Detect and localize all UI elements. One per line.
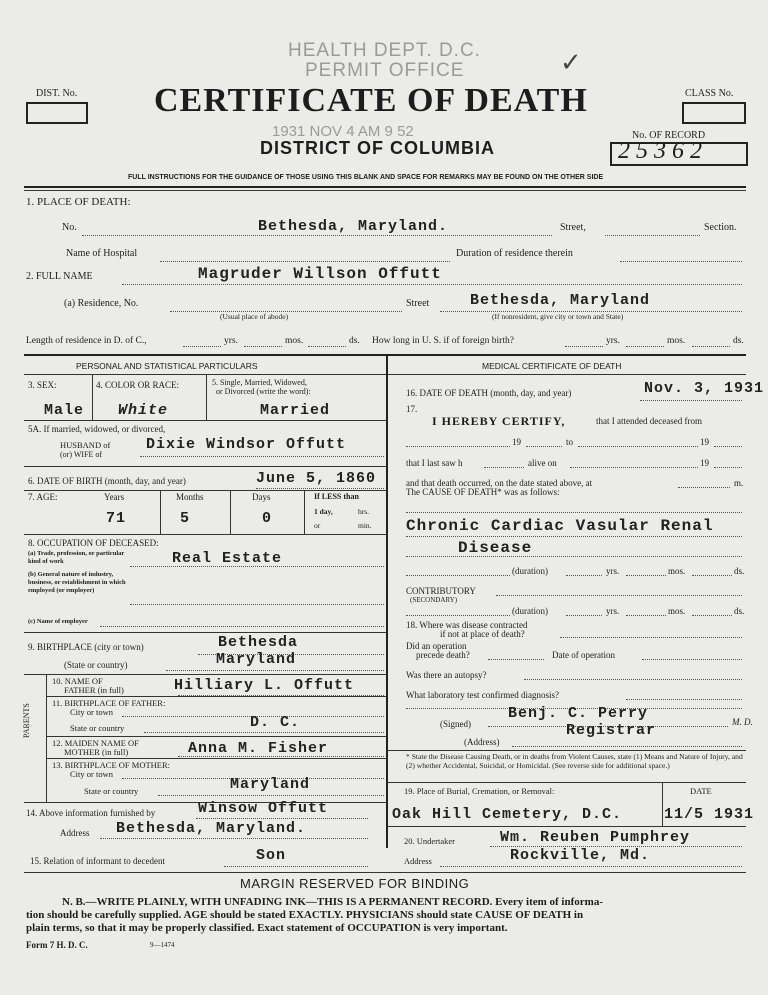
- rule-top: [24, 186, 746, 188]
- undertaker-address: Rockville, Md.: [510, 847, 651, 864]
- informant-address: Bethesda, Maryland.: [116, 820, 307, 837]
- duration-label-1: (duration): [512, 566, 548, 576]
- burial-divider: [662, 782, 663, 826]
- dob-value: June 5, 1860: [256, 470, 377, 487]
- operation-label-1: Did an operation: [406, 641, 467, 651]
- personal-heading: PERSONAL AND STATISTICAL PARTICULARS: [76, 361, 258, 371]
- color-label: 4. COLOR OR RACE:: [96, 380, 180, 390]
- rule-footer: [24, 872, 746, 873]
- length-mos: mos.: [285, 336, 304, 346]
- to-label: to: [566, 437, 574, 447]
- usual-place-note: (Usual place of abode): [220, 312, 289, 321]
- relation-label: 15. Relation of informant to decedent: [30, 856, 165, 866]
- father-label-1: 10. NAME OF: [52, 676, 103, 686]
- undertaker-label: 20. Undertaker: [404, 836, 455, 846]
- age-div-2: [230, 490, 231, 534]
- birthplace-city: Bethesda: [218, 634, 299, 651]
- burial-place: Oak Hill Cemetery, D.C.: [392, 806, 623, 823]
- how-long-yrs: yrs.: [606, 336, 620, 346]
- certify-text-1: I HEREBY CERTIFY,: [432, 414, 566, 428]
- dist-no-box: [26, 102, 88, 124]
- operation-label-2: precede death?: [416, 650, 470, 660]
- color-value: White: [118, 402, 169, 419]
- informant-address-label: Address: [60, 828, 90, 838]
- age-div-1: [160, 490, 161, 534]
- length-residence-label: Length of residence in D. of C.,: [26, 336, 147, 346]
- spouse-label-1: 5A. If married, widowed, or divorced,: [28, 424, 166, 434]
- rule-father: [46, 696, 386, 697]
- rule-dob: [24, 490, 386, 491]
- burial-date: 11/5 1931: [664, 806, 755, 823]
- medical-heading: MEDICAL CERTIFICATE OF DEATH: [482, 361, 622, 371]
- street-label: Street,: [560, 222, 586, 233]
- place-of-death-label: 1. PLACE OF DEATH:: [26, 196, 131, 208]
- sex-divider: [92, 374, 93, 420]
- spouse-value: Dixie Windsor Offutt: [146, 436, 347, 453]
- marital-label-2: or Divorced (write the word):: [216, 387, 311, 396]
- hospital-label: Name of Hospital: [66, 248, 138, 259]
- rule-father-bp: [46, 736, 386, 737]
- cause-of-death-2: Disease: [458, 539, 533, 557]
- signed-name: Benj. C. Perry: [508, 705, 649, 722]
- duration-residence-label: Duration of residence therein: [456, 248, 573, 259]
- cause-of-death-1: Chronic Cardiac Vasular Renal: [406, 517, 714, 535]
- length-ds: ds.: [349, 336, 360, 346]
- full-name-label: 2. FULL NAME: [26, 271, 93, 282]
- rule-section: [24, 354, 746, 356]
- less-than-day: 1 day,: [314, 507, 333, 516]
- occupation-c-label: (c) Name of employer: [28, 618, 88, 625]
- residence-label: (a) Residence, No.: [64, 298, 139, 309]
- age-months-value: 5: [180, 510, 191, 527]
- mother-label-2: MOTHER (in full): [64, 747, 129, 757]
- marital-label-1: 5. Single, Married, Widowed,: [212, 378, 307, 387]
- informant-label: 14. Above information furnished by: [26, 808, 156, 818]
- dod-value: Nov. 3, 1931: [644, 380, 765, 397]
- footer-note-2: tion should be carefully supplied. AGE should be stated EXACTLY. PHYSICIANS should state CAUSE OF DEATH in: [26, 909, 584, 921]
- undertaker-name: Wm. Reuben Pumphrey: [500, 829, 691, 846]
- lab-test-label: What laboratory test confirmed diagnosis?: [406, 690, 559, 700]
- last-saw-label: that I last saw h: [406, 458, 463, 468]
- mother-state-label: State or country: [84, 786, 139, 796]
- check-mark-icon: ✓: [560, 48, 582, 77]
- q18-label-2: if not at place of death?: [440, 629, 525, 639]
- certify-text-2: that I attended deceased from: [596, 416, 702, 426]
- stamp-line-1: HEALTH DEPT. D.C.: [288, 40, 481, 61]
- stamp-line-2: PERMIT OFFICE: [305, 60, 465, 81]
- marital-value: Married: [260, 402, 331, 419]
- occupation-value: Real Estate: [172, 550, 283, 567]
- age-days-label: Days: [252, 492, 271, 502]
- certificate-title: CERTIFICATE OF DEATH: [154, 82, 588, 119]
- contributory-label: CONTRIBUTORY: [406, 586, 476, 596]
- less-than-min: min.: [358, 521, 372, 530]
- rule-section-2: [24, 374, 746, 375]
- received-stamp: 1931 NOV 4 AM 9 52: [272, 123, 414, 140]
- age-years-label: Years: [104, 492, 125, 502]
- nonresident-note: (If nonresident, give city or town and State): [492, 312, 624, 321]
- footer-note-1: N. B.—WRITE PLAINLY, WITH UNFADING INK—THIS IS A PERMANENT RECORD. Every item of informa-: [62, 896, 603, 908]
- informant-value: Winsow Offutt: [198, 800, 329, 817]
- age-div-3: [304, 490, 305, 534]
- alive-on-label: alive on: [528, 458, 557, 468]
- age-days-value: 0: [262, 510, 273, 527]
- occurred-label-2: The CAUSE OF DEATH* was as follows:: [406, 487, 560, 497]
- relation-value: Son: [256, 847, 287, 864]
- operation-date-label: Date of operation: [552, 650, 615, 660]
- mother-birthplace-label: 13. BIRTHPLACE OF MOTHER:: [52, 760, 171, 770]
- occurred-label-1: and that death occurred, on the date stated above, at: [406, 478, 593, 488]
- how-long-mos: mos.: [667, 336, 686, 346]
- age-years-value: 71: [106, 510, 127, 527]
- duration-yrs-2: yrs.: [606, 606, 620, 616]
- record-no: 25362: [618, 138, 708, 164]
- residence-street-label: Street: [406, 298, 430, 309]
- burial-label: 19. Place of Burial, Cremation, or Removal:: [404, 786, 555, 796]
- age-label: 7. AGE:: [28, 492, 58, 502]
- md-label: M. D.: [732, 717, 753, 727]
- rule-age: [24, 534, 386, 535]
- parents-divider: [46, 674, 47, 802]
- district-subtitle: DISTRICT OF COLUMBIA: [260, 138, 495, 158]
- full-name-value: Magruder Willson Offutt: [198, 265, 442, 283]
- footer-note-3: plain terms, so that it may be properly classified. Exact statement of OCCUPATION is very important.: [26, 922, 508, 934]
- less-than-or: or: [314, 521, 321, 530]
- mother-state: Maryland: [230, 776, 311, 793]
- no-label: No.: [62, 222, 77, 233]
- record-no-label: No. OF RECORD: [632, 130, 706, 141]
- cert-no: 17.: [406, 404, 418, 414]
- duration-mos-1: mos.: [668, 566, 686, 576]
- rule-top-2: [24, 190, 746, 191]
- rule-sex: [24, 420, 386, 421]
- father-state-label: State or country: [70, 723, 125, 733]
- attended-from-year: 19: [512, 437, 521, 447]
- rule-undertaker: [386, 826, 746, 827]
- birthplace-state-label: (State or country): [64, 660, 128, 670]
- form-number: Form 7 H. D. C.: [26, 940, 88, 950]
- birthplace-state: Maryland: [216, 651, 297, 668]
- dob-label: 6. DATE OF BIRTH (month, day, and year): [28, 476, 186, 486]
- rule-footnote: [386, 750, 746, 751]
- parents-label: PARENTS: [22, 703, 31, 738]
- instructions: FULL INSTRUCTIONS FOR THE GUIDANCE OF THOSE USING THIS BLANK AND SPACE FOR REMARKS MAY BE FOUND ON THE OTHER SIDE: [128, 174, 604, 181]
- sex-value: Male: [44, 402, 85, 419]
- class-no-label: CLASS No.: [685, 88, 734, 99]
- duration-mos-2: mos.: [668, 606, 686, 616]
- rule-occupation: [24, 632, 386, 633]
- father-label-2: FATHER (in full): [64, 685, 124, 695]
- rule-mother: [46, 758, 386, 759]
- birthplace-label: 9. BIRTHPLACE (city or town): [28, 642, 144, 652]
- occupation-b-label: (b) General nature of industry, business, or establishment in which employed (or employer): [28, 571, 126, 594]
- class-no-box: [682, 102, 746, 124]
- sex-label: 3. SEX:: [28, 380, 57, 390]
- how-long-label: How long in U. S. if of foreign birth?: [372, 336, 514, 346]
- spouse-label-2: HUSBAND of: [60, 440, 111, 450]
- undertaker-address-label: Address: [404, 856, 432, 866]
- burial-date-label: DATE: [690, 786, 712, 796]
- occurred-m: m.: [734, 478, 744, 488]
- duration-yrs-1: yrs.: [606, 566, 620, 576]
- rule-burial: [386, 782, 746, 783]
- section-label: Section.: [704, 222, 737, 233]
- dist-no-label: DIST. No.: [36, 88, 78, 99]
- signed-label: (Signed): [440, 719, 471, 729]
- residence-value: Bethesda, Maryland: [470, 292, 651, 309]
- duration-ds-1: ds.: [734, 566, 745, 576]
- father-state: D. C.: [250, 714, 301, 731]
- q18-label-1: 18. Where was disease contracted: [406, 620, 528, 630]
- rule-birthplace: [24, 674, 386, 675]
- cause-footnote: * State the Disease Causing Death, or in deaths from Violent Causes, state (1) Means and Nature of Injury, and (2) whether Accidental, Suicidal, or Homicidal. (See reverse side for additional space.): [406, 752, 743, 770]
- mother-name: Anna M. Fisher: [188, 740, 329, 757]
- occupation-a-label: (a) Trade, profession, or particular kind of work: [28, 550, 125, 565]
- duration-ds-2: ds.: [734, 606, 745, 616]
- mother-label-1: 12. MAIDEN NAME OF: [52, 738, 139, 748]
- spouse-label-3: (or) WIFE of: [60, 450, 103, 459]
- age-months-label: Months: [176, 492, 204, 502]
- father-name: Hilliary L. Offutt: [174, 677, 355, 694]
- length-yrs: yrs.: [224, 336, 238, 346]
- less-than-hrs: hrs.: [358, 507, 370, 516]
- signed-title: Registrar: [566, 722, 657, 739]
- mother-city-label: City or town: [70, 769, 113, 779]
- last-saw-year: 19: [700, 458, 709, 468]
- secondary-label: (SECONDARY): [410, 596, 458, 604]
- dod-label: 16. DATE OF DEATH (month, day, and year): [406, 388, 572, 398]
- rule-spouse: [24, 466, 386, 467]
- place-of-death-value: Bethesda, Maryland.: [258, 218, 449, 235]
- physician-address-label: (Address): [464, 737, 500, 747]
- center-divider: [386, 354, 388, 848]
- form-print-number: 9—1474: [150, 941, 175, 949]
- color-divider: [206, 374, 207, 420]
- occupation-label: 8. OCCUPATION OF DECEASED:: [28, 538, 159, 548]
- autopsy-label: Was there an autopsy?: [406, 670, 487, 680]
- father-city-label: City or town: [70, 707, 113, 717]
- how-long-ds: ds.: [733, 336, 744, 346]
- duration-label-2: (duration): [512, 606, 548, 616]
- less-than-label: If LESS than: [314, 492, 359, 501]
- margin-reserved: MARGIN RESERVED FOR BINDING: [240, 876, 470, 891]
- father-birthplace-label: 11. BIRTHPLACE OF FATHER:: [52, 698, 166, 708]
- attended-to-year: 19: [700, 437, 709, 447]
